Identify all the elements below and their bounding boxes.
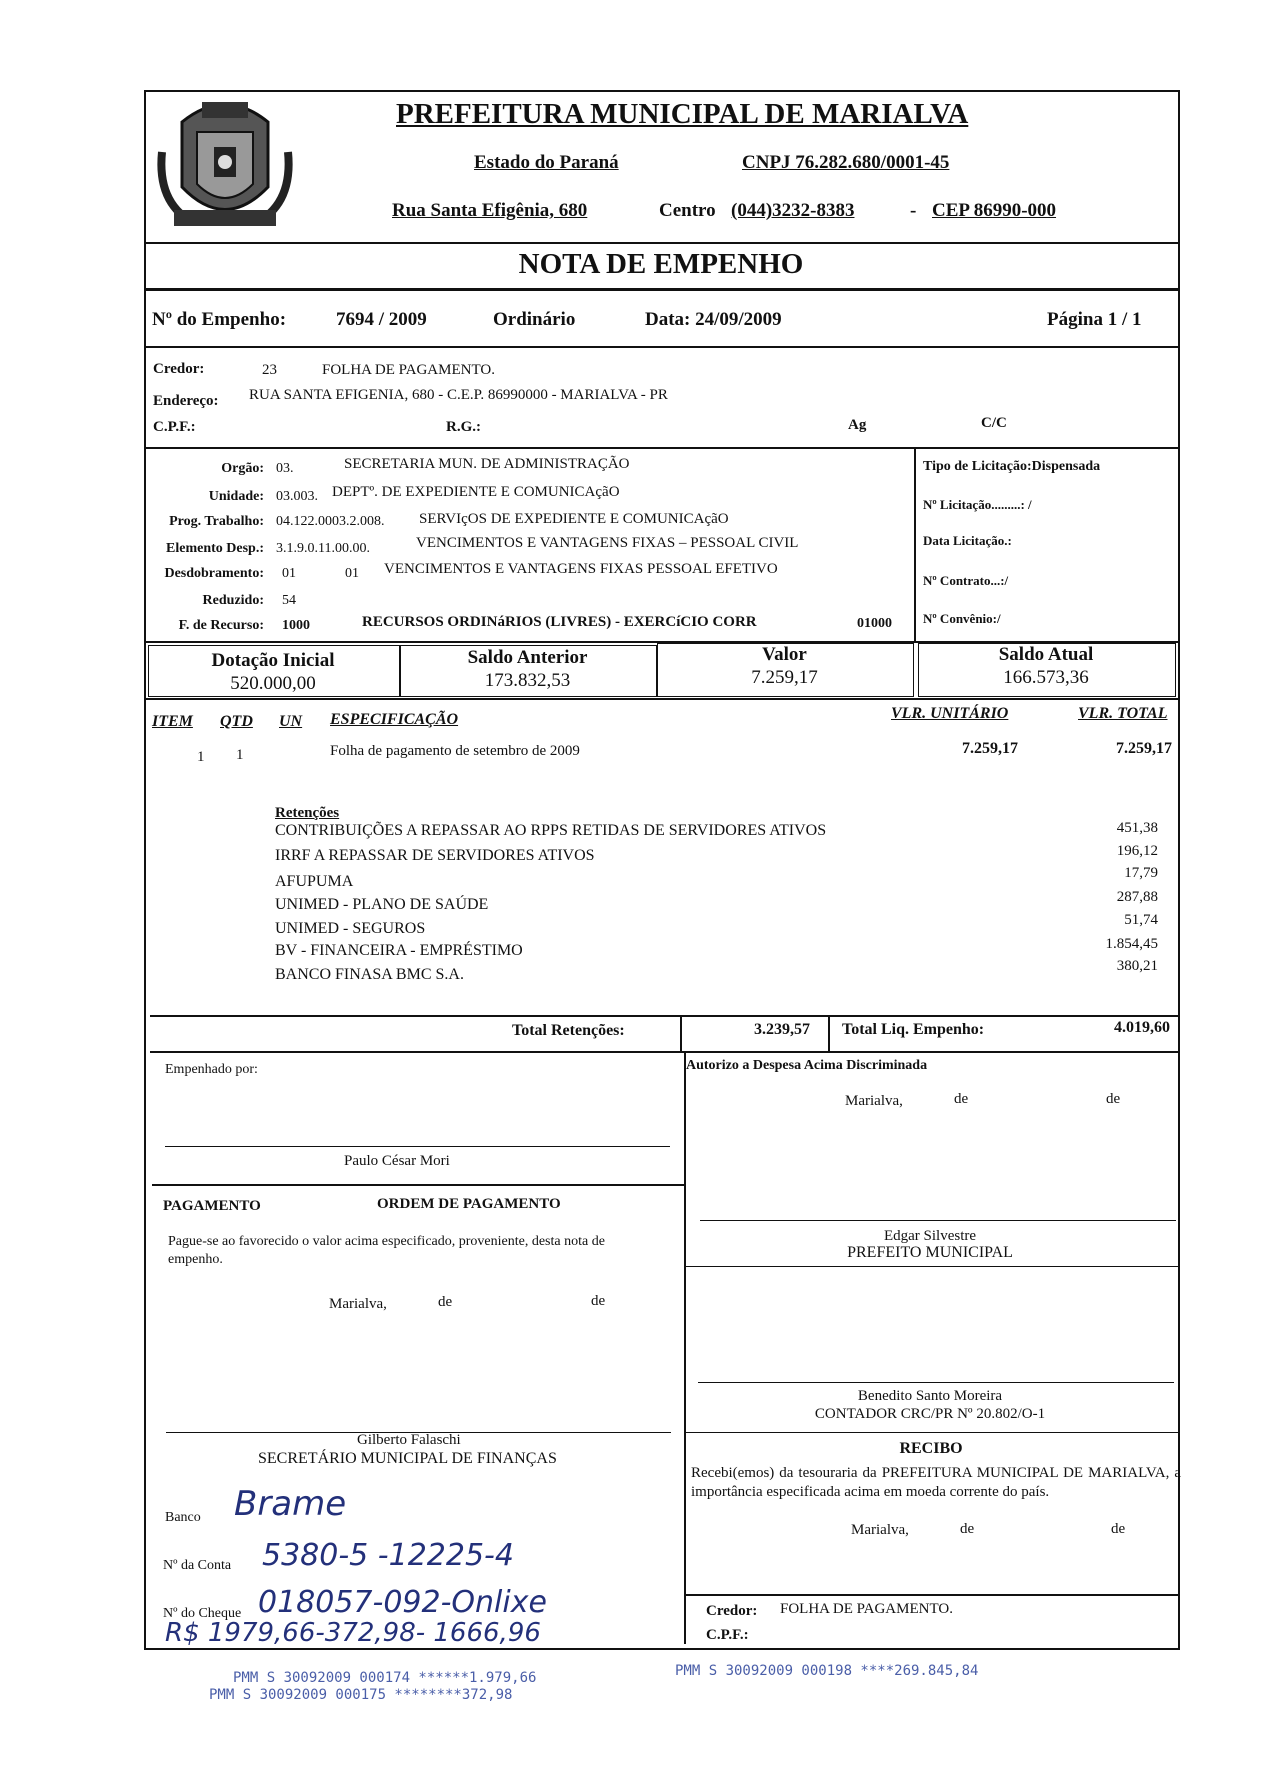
bank-stamp: PMM S 30092009 000174 ******1.979,66 (233, 1670, 537, 1686)
divider (144, 242, 1178, 244)
header-district: Centro (659, 200, 716, 221)
signature-line (165, 1146, 670, 1147)
bank-stamp: PMM S 30092009 000175 ********372,98 (209, 1687, 513, 1703)
valor-label: Valor (762, 644, 807, 665)
retencao-desc: CONTRIBUIÇÕES A REPASSAR AO RPPS RETIDAS DE SERVIDORES ATIVOS (275, 822, 827, 839)
divider (152, 1184, 684, 1186)
pagamento-de-2: de (591, 1293, 606, 1309)
credor-code: 23 (262, 362, 277, 378)
recibo-cpf-label: C.P.F.: (706, 1627, 749, 1643)
empenho-number: 7694 / 2009 (336, 309, 427, 330)
divider (684, 1266, 1178, 1267)
item-qtd: 1 (236, 747, 244, 763)
item-number: 1 (197, 749, 205, 765)
cheque-label: Nº do Cheque (163, 1606, 242, 1621)
total-retencoes-label: Total Retenções: (512, 1022, 625, 1039)
desdob-code2: 01 (345, 566, 359, 581)
recurso-desc: RECURSOS ORDINáRIOS (LIVRES) - EXERCíCIO CORR (362, 614, 757, 630)
retencao-value: 196,12 (1116, 843, 1158, 859)
header-cep: CEP 86990-000 (932, 200, 1057, 221)
secretario-nome: Gilberto Falaschi (357, 1432, 461, 1448)
autorizo-marialva: Marialva, (845, 1093, 903, 1109)
retencao-value: 1.854,45 (1105, 936, 1158, 952)
saldo-atual-value: 166.573,36 (1003, 667, 1089, 688)
autorizo-label: Autorizo a Despesa Acima Discriminada (686, 1058, 928, 1073)
amount-handwritten: R$ 1979,66-372,98- 1666,96 (165, 1618, 541, 1648)
document-title: NOTA DE EMPENHO (518, 248, 804, 280)
retencao-value: 451,38 (1116, 820, 1158, 836)
header-separator: - (910, 200, 917, 221)
unidade-label: Unidade: (208, 489, 264, 504)
divider (684, 1051, 686, 1644)
unidade-desc: DEPTº. DE EXPEDIENTE E COMUNICAçãO (332, 484, 620, 500)
divider (144, 346, 1178, 348)
retencoes-title: Retenções (275, 805, 340, 821)
endereco-value: RUA SANTA EFIGENIA, 680 - C.E.P. 86990000 - MARIALVA - PR (249, 387, 668, 403)
numero-licitacao: Nº Licitação.........: / (923, 497, 1032, 512)
empenho-page: Página 1 / 1 (1047, 309, 1142, 330)
empenho-date: Data: 24/09/2009 (645, 309, 782, 330)
empenho-type: Ordinário (493, 309, 576, 330)
signature-line (698, 1382, 1174, 1383)
item-total-value: 7.259,17 (1116, 740, 1172, 757)
orgao-code: 03. (276, 461, 294, 476)
divider (144, 288, 1178, 291)
recibo-de-1: de (960, 1521, 975, 1537)
recibo-credor-name: FOLHA DE PAGAMENTO. (780, 1601, 953, 1617)
col-item-header: ITEM (152, 713, 193, 730)
recibo-title: RECIBO (899, 1440, 963, 1457)
retencao-desc: IRRF A REPASSAR DE SERVIDORES ATIVOS (275, 847, 595, 864)
pagamento-marialva: Marialva, (329, 1296, 387, 1312)
divider (150, 1015, 1178, 1017)
autorizo-de-2: de (1106, 1091, 1121, 1107)
divider (684, 1594, 1178, 1596)
empenhado-nome: Paulo César Mori (344, 1153, 450, 1169)
retencao-value: 380,21 (1116, 958, 1158, 974)
elemento-label: Elemento Desp.: (166, 541, 264, 556)
empenho-label: Nº do Empenho: (152, 309, 287, 330)
divider (144, 447, 1178, 449)
numero-contrato: Nº Contrato...:/ (923, 573, 1009, 588)
recibo-credor-label: Credor: (706, 1603, 758, 1619)
cheque-handwritten: 018057-092-Onlixe (258, 1585, 547, 1620)
orgao-label: Orgão: (221, 461, 264, 476)
pagamento-de-1: de (438, 1294, 453, 1310)
total-liquido-label: Total Liq. Empenho: (842, 1021, 985, 1038)
contador-cargo: CONTADOR CRC/PR Nº 20.802/O-1 (814, 1406, 1046, 1422)
unidade-code: 03.003. (276, 489, 318, 504)
header-state: Estado do Paraná (474, 152, 619, 173)
valor-value: 7.259,17 (751, 667, 818, 688)
ag-label: Ag (848, 417, 867, 433)
reduzido-value: 54 (282, 593, 296, 608)
prefeito-nome: Edgar Silvestre (883, 1228, 977, 1244)
col-qtd-header: QTD (220, 713, 253, 730)
secretario-cargo: SECRETÁRIO MUNICIPAL DE FINANÇAS (258, 1450, 557, 1467)
header-address: Rua Santa Efigênia, 680 (392, 200, 588, 221)
banco-handwritten: Brame (234, 1484, 347, 1524)
cpf-label: C.P.F.: (153, 419, 196, 435)
saldo-anterior-value: 173.832,53 (484, 670, 571, 691)
prefeito-cargo: PREFEITO MUNICIPAL (847, 1244, 1013, 1261)
item-desc: Folha de pagamento de setembro de 2009 (330, 743, 580, 759)
header-phone: (044)3232-8383 (731, 200, 855, 221)
signature-line (700, 1220, 1176, 1221)
recibo-marialva: Marialva, (851, 1522, 909, 1538)
autorizo-de-1: de (954, 1091, 969, 1107)
divider (150, 1051, 1178, 1053)
recurso-code: 1000 (282, 618, 310, 633)
recurso-label: F. de Recurso: (178, 618, 264, 633)
saldo-atual-label: Saldo Atual (998, 644, 1094, 665)
col-un-header: UN (279, 713, 303, 730)
divider (828, 1015, 830, 1051)
divider (914, 449, 916, 641)
cc-label: C/C (981, 415, 1007, 431)
divider (684, 1432, 1178, 1433)
recurso-code2: 01000 (857, 616, 892, 631)
prog-label: Prog. Trabalho: (169, 514, 264, 529)
prog-code: 04.122.0003.2.008. (276, 514, 385, 529)
pagamento-label: PAGAMENTO (163, 1198, 261, 1214)
empenhado-por-label: Empenhado por: (165, 1062, 258, 1077)
col-total-header: VLR. TOTAL (1078, 705, 1168, 722)
ordem-pagamento-label: ORDEM DE PAGAMENTO (377, 1196, 561, 1212)
retencao-desc: BANCO FINASA BMC S.A. (275, 966, 464, 983)
data-licitacao: Data Licitação.: (923, 533, 1012, 548)
retencao-value: 17,79 (1124, 865, 1158, 881)
contador-nome: Benedito Santo Moreira (857, 1388, 1003, 1404)
retencao-desc: UNIMED - SEGUROS (275, 920, 426, 937)
conta-label: Nº da Conta (163, 1558, 232, 1573)
desdob-code1: 01 (282, 566, 296, 581)
retencao-desc: BV - FINANCEIRA - EMPRÉSTIMO (275, 942, 523, 959)
conta-handwritten: 5380-5 -12225-4 (262, 1538, 514, 1573)
coat-of-arms-logo (152, 92, 298, 240)
retencao-desc: UNIMED - PLANO DE SAÚDE (275, 896, 489, 913)
orgao-desc: SECRETARIA MUN. DE ADMINISTRAÇÃO (344, 456, 630, 472)
dotacao-label: Dotação Inicial (211, 650, 335, 671)
retencao-value: 287,88 (1116, 889, 1158, 905)
elemento-code: 3.1.9.0.11.00.00. (276, 541, 370, 556)
desdob-desc: VENCIMENTOS E VANTAGENS FIXAS PESSOAL EFETIVO (384, 561, 778, 577)
divider (144, 698, 1178, 700)
rg-label: R.G.: (446, 419, 481, 435)
retencao-value: 51,74 (1124, 912, 1158, 928)
header-cnpj: CNPJ 76.282.680/0001-45 (742, 152, 950, 173)
desdob-label: Desdobramento: (164, 566, 264, 581)
divider (680, 1015, 682, 1051)
prog-desc: SERVIçOS DE EXPEDIENTE E COMUNICAçãO (419, 511, 729, 527)
banco-label: Banco (165, 1510, 201, 1525)
col-espec-header: ESPECIFICAÇÃO (330, 711, 459, 728)
credor-name: FOLHA DE PAGAMENTO. (322, 362, 495, 378)
item-unit-value: 7.259,17 (962, 740, 1018, 757)
header-title: PREFEITURA MUNICIPAL DE MARIALVA (396, 98, 969, 130)
total-retencoes-value: 3.239,57 (754, 1021, 810, 1038)
saldo-anterior-label: Saldo Anterior (467, 647, 588, 668)
tipo-licitacao: Tipo de Licitação:Dispensada (923, 459, 1101, 474)
retencao-desc: AFUPUMA (275, 873, 354, 890)
credor-label: Credor: (153, 361, 205, 377)
bank-stamp: PMM S 30092009 000198 ****269.845,84 (675, 1663, 979, 1679)
numero-convenio: Nº Convênio:/ (923, 611, 1001, 626)
endereco-label: Endereço: (153, 393, 219, 409)
recibo-text: Recebi(emos) da tesouraria da PREFEITURA MUNICIPAL DE MARIALVA, a importância especificada acima em moeda corrente do país. (691, 1465, 1181, 1500)
recibo-de-2: de (1111, 1521, 1126, 1537)
total-liquido-value: 4.019,60 (1114, 1019, 1170, 1036)
col-unit-header: VLR. UNITÁRIO (891, 705, 1009, 722)
reduzido-label: Reduzido: (202, 593, 264, 608)
pague-se-text: Pague-se ao favorecido o valor acima especificado, proveniente, desta nota de empenho. (168, 1234, 605, 1267)
dotacao-value: 520.000,00 (230, 673, 316, 694)
elemento-desc: VENCIMENTOS E VANTAGENS FIXAS – PESSOAL CIVIL (416, 535, 799, 551)
